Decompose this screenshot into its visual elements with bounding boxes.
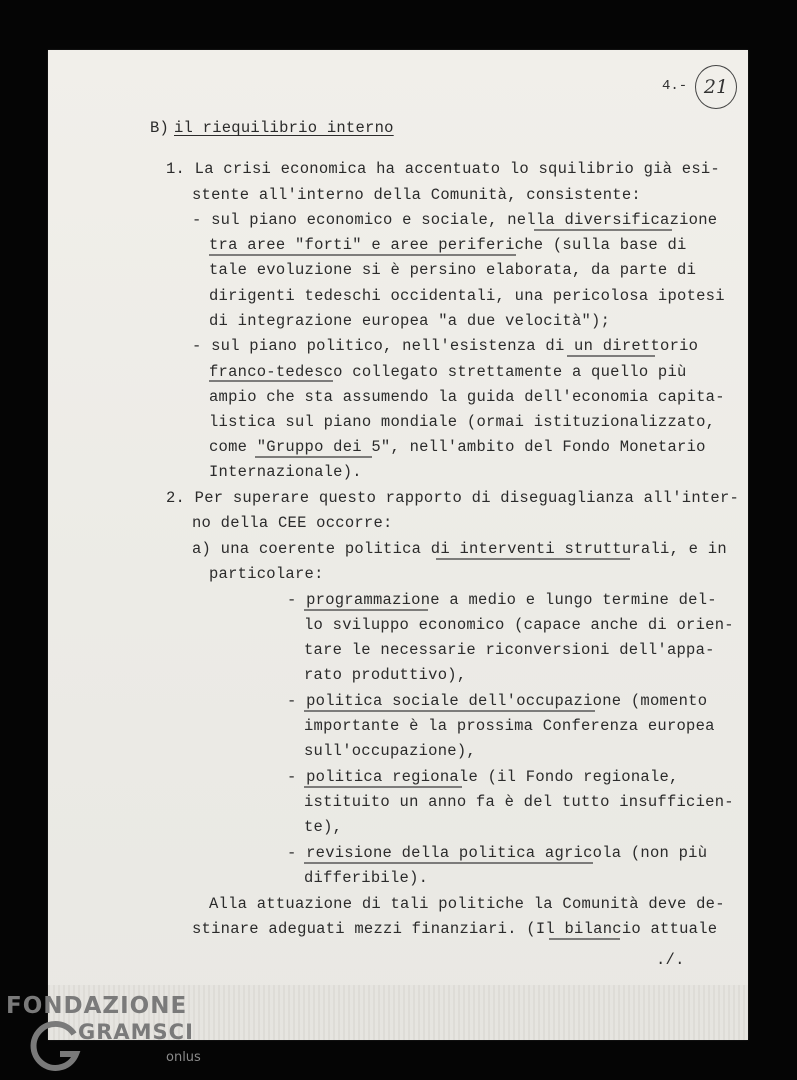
watermark-g-icon [30,1020,84,1074]
section-title: il riequilibrio interno [174,119,394,137]
text-line: particolare: [209,565,324,583]
folio-number-circled: 21 [695,65,737,109]
text-line: - politica regionale (il Fondo regionale, [287,768,679,786]
text-line: dirigenti tedeschi occidentali, una pericolosa ipotesi [209,287,725,305]
text-line: ampio che sta assumendo la guida dell'economia capita- [209,388,725,406]
text-line: te), [304,818,343,836]
page-number: 4.- [662,78,688,94]
text-line: franco-tedesco collegato strettamente a quello più [209,363,687,381]
text-line: tare le necessarie riconversioni dell'appa- [304,641,715,659]
text-line: lo sviluppo economico (capace anche di orien- [304,616,734,634]
text-line: come "Gruppo dei 5", nell'ambito del Fondo Monetario [209,438,706,456]
text-line: sull'occupazione), [304,742,476,760]
section-label: B) [150,119,170,137]
text-line: istituito un anno fa è del tutto insufficien- [304,793,734,811]
text-line: rato produttivo), [304,666,467,684]
text-line: a) una coerente politica di interventi strutturali, e in [192,540,727,558]
text-line: 1. La crisi economica ha accentuato lo squilibrio già esi- [166,160,720,178]
text-line: di integrazione europea "a due velocità"); [209,312,611,330]
text-line: listica sul piano mondiale (ormai istituzionalizzato, [209,413,716,431]
text-line: - sul piano politico, nell'esistenza di un direttorio [192,337,699,355]
text-line: - revisione della politica agricola (non più [287,844,708,862]
watermark-logo-text: FONDAZIONE [6,993,188,1019]
text-line: tra aree "forti" e aree periferiche (sulla base di [209,236,687,254]
text-line: Internazionale). [209,463,362,481]
continuation-mark: ./. [656,951,685,969]
watermark-logo-text-3: onlus [166,1050,201,1065]
text-line: - sul piano economico e sociale, nella diversificazione [192,211,718,229]
watermark-logo-text-2: GRAMSCI [78,1020,194,1044]
text-line: no della CEE occorre: [192,514,393,532]
text-line: Alla attuazione di tali politiche la Comunità deve de- [209,895,725,913]
text-line: stente all'interno della Comunità, consistente: [192,186,641,204]
text-line: - programmazione a medio e lungo termine del- [287,591,717,609]
text-line: tale evoluzione si è persino elaborata, da parte di [209,261,697,279]
text-line: differibile). [304,869,429,887]
text-line: - politica sociale dell'occupazione (momento [287,692,708,710]
text-line: 2. Per superare questo rapporto di diseguaglianza all'inter- [166,489,740,507]
text-line: importante è la prossima Conferenza europea [304,717,715,735]
text-line: stinare adeguati mezzi finanziari. (Il bilancio attuale [192,920,718,938]
